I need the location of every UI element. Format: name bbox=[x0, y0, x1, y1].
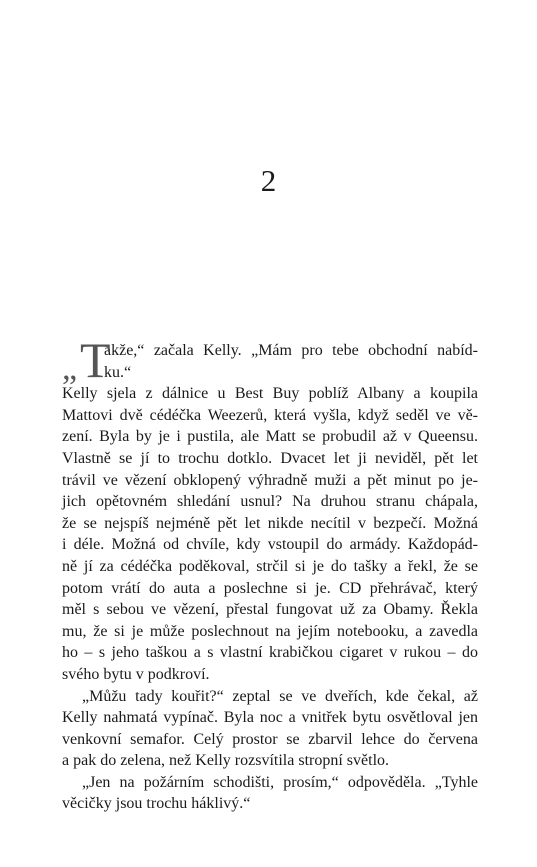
text-line: ku.“ bbox=[104, 363, 132, 381]
drop-cap-quote: „ bbox=[62, 350, 78, 387]
text-line: věcičky jsou trochu háklivý.“ bbox=[62, 795, 251, 813]
text-line: akže,“ začala Kelly. „Mám pro tebe obchodní nabíd- bbox=[104, 342, 478, 359]
drop-cap-group bbox=[62, 332, 111, 388]
paragraph-2 bbox=[62, 686, 478, 772]
body-text bbox=[62, 332, 478, 815]
text-line: Kelly nahmatá vypínač. Byla noc a vnitřek bytu osvětloval jen bbox=[62, 709, 478, 727]
text-line: mu, že si je může poslechnout na jejím notebooku, a zavedla bbox=[62, 622, 478, 640]
text-line: jich opětovném shledání usnul? Na druhou stranu chápala, bbox=[62, 493, 478, 511]
chapter-number: 2 bbox=[260, 163, 277, 198]
text-line: Mattovi dvě cédéčka Weezerů, která vyšla, když seděl ve vě- bbox=[62, 406, 478, 424]
text-line: že se nejspíš nejméně pět let nikde necítil v bezpečí. Možná bbox=[62, 514, 478, 532]
text-line: svého bytu v podkroví. bbox=[62, 665, 210, 683]
text-line: a pak do zelena, než Kelly rozsvítila stropní světlo. bbox=[62, 752, 390, 770]
text-line: ně jí za cédéčka poděkoval, strčil si je do tašky a řekl, že se bbox=[62, 557, 478, 575]
opening-paragraph bbox=[62, 332, 478, 388]
text-line: trávil ve vězení obklopený výhradně muži a pět minut po je- bbox=[62, 471, 478, 489]
text-line: měl s sebou ve vězení, přestal fungovat už za Obamy. Řekla bbox=[62, 601, 478, 619]
text-line: ho – s jeho taškou a s vlastní krabičkou cigaret v rukou – do bbox=[62, 644, 478, 662]
text-line: Kelly sjela z dálnice u Best Buy poblíž Albany a koupila bbox=[62, 385, 478, 403]
text-line: „Můžu tady kouřit?“ zeptal se ve dveřích, kde čekal, až bbox=[82, 687, 478, 705]
text-line: potom vrátí do auta a poslechne si je. CD přehrávač, který bbox=[62, 579, 478, 597]
paragraph-1 bbox=[62, 383, 478, 685]
text-line: zení. Byla by je i pustila, ale Matt se probudil až v Queensu. bbox=[62, 428, 478, 446]
text-line: i déle. Možná od chvíle, kdy vstoupil do armády. Každopád- bbox=[62, 536, 478, 554]
text-line: „Jen na požárním schodišti, prosím,“ odpověděla. „Tyhle bbox=[82, 773, 478, 791]
paragraph-3 bbox=[62, 772, 478, 815]
drop-cap-letter: T bbox=[80, 332, 111, 388]
text-line: venkovní semafor. Celý prostor se zbarvil lehce do červena bbox=[62, 730, 478, 748]
text-line: Vlastně se jí to trochu dotklo. Dvacet let ji neviděl, pět let bbox=[62, 449, 478, 467]
